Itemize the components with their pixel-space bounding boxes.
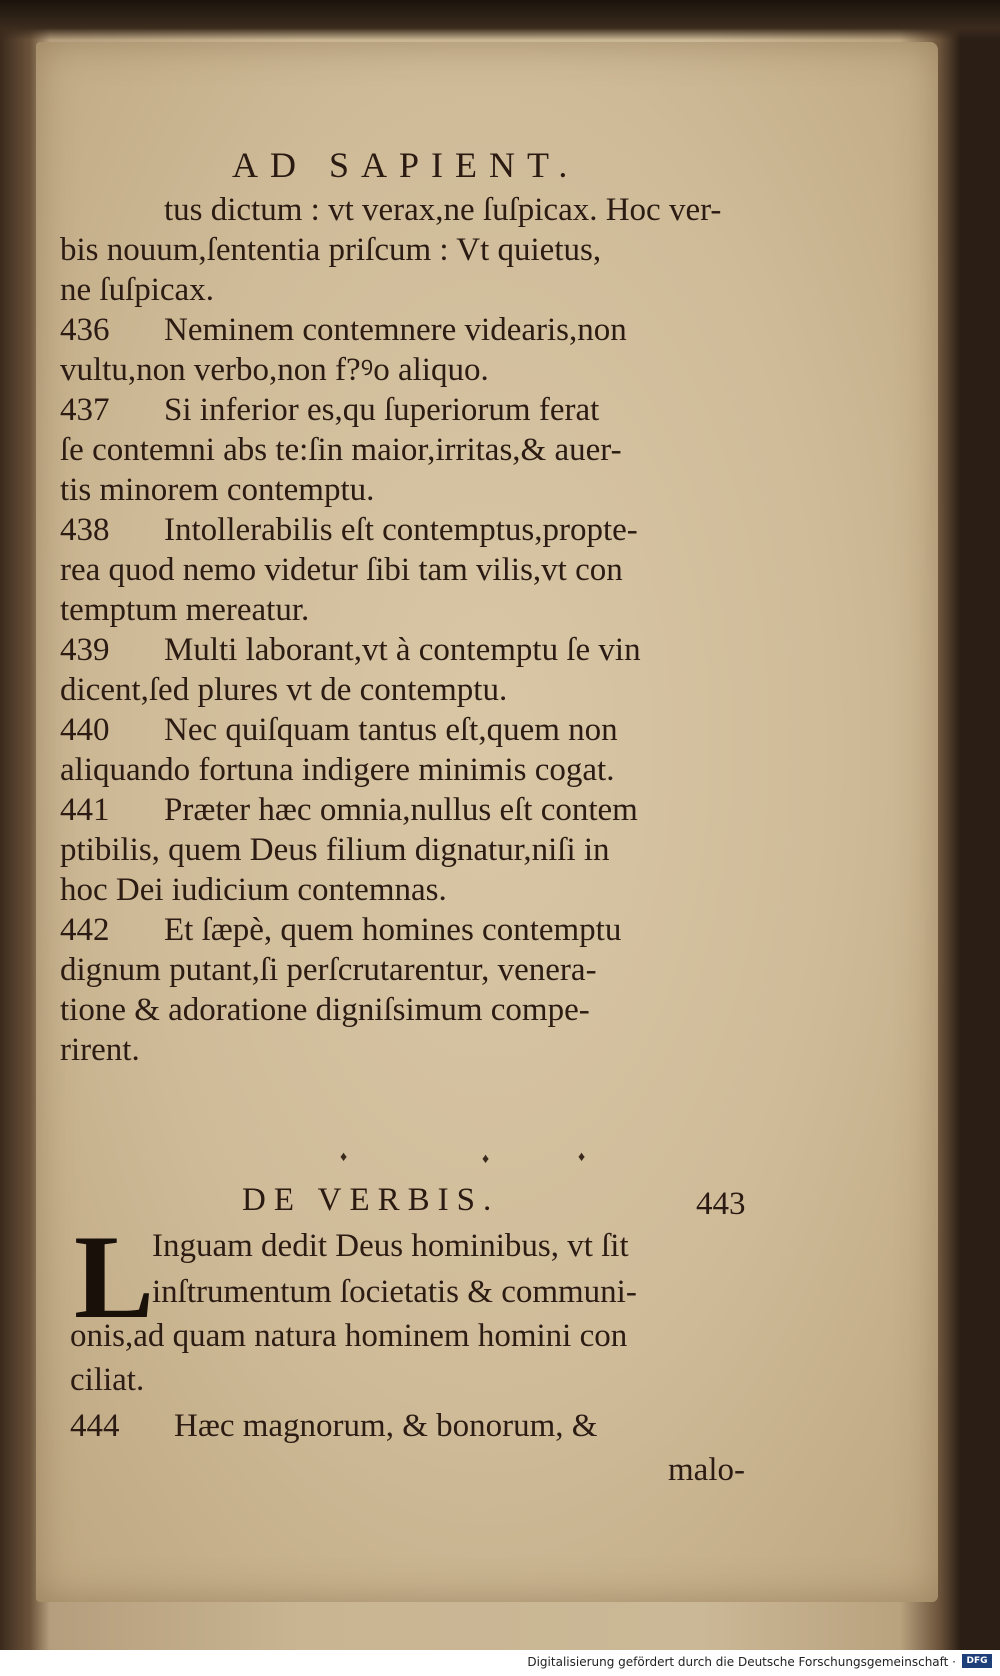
text-line bbox=[60, 630, 641, 670]
text-line bbox=[60, 830, 610, 870]
line-text: rirent. bbox=[60, 1032, 140, 1068]
text-line bbox=[60, 590, 309, 630]
dfg-logo: DFG bbox=[962, 1654, 992, 1668]
text-line bbox=[60, 1030, 140, 1070]
text-line bbox=[60, 950, 597, 990]
text-line bbox=[70, 1406, 597, 1446]
line-text: dicent,ſed plures vt de contemptu. bbox=[60, 672, 508, 708]
line-text: tione & adoratione digniſsimum compe- bbox=[60, 992, 590, 1028]
text-line bbox=[60, 910, 621, 950]
text-line bbox=[60, 550, 623, 590]
text-line bbox=[60, 670, 507, 710]
text-line bbox=[60, 510, 638, 550]
line-text: Et ſæpè, quem homines contemptu bbox=[164, 912, 622, 948]
entry-number: 439 bbox=[60, 632, 110, 668]
entry-number: 444 bbox=[70, 1408, 120, 1444]
footer-credit: Digitalisierung gefördert durch die Deutsche Forschungsgemeinschaft · bbox=[527, 1655, 956, 1669]
entry-number: 441 bbox=[60, 792, 110, 828]
line-text: Neminem contemnere videaris,non bbox=[164, 312, 627, 348]
line-text: Intollerabilis eſt contemptus,propte- bbox=[164, 512, 638, 548]
text-line bbox=[60, 350, 489, 390]
line-text: dignum putant,ſi perſcrutarentur, venera- bbox=[60, 952, 597, 988]
text-line bbox=[60, 230, 601, 270]
line-text: Multi laborant,vt à contemptu ſe vin bbox=[164, 632, 641, 668]
section-line: Inguam dedit Deus hominibus, vt ſit bbox=[152, 1228, 629, 1264]
line-text: temptum mereatur. bbox=[60, 592, 310, 628]
book-edge-top bbox=[0, 0, 1000, 40]
drop-cap: L bbox=[74, 1210, 155, 1343]
line-text: aliquando fortuna indigere minimis cogat. bbox=[60, 752, 615, 788]
line-text: rea quod nemo videtur ſibi tam vilis,vt con bbox=[60, 552, 623, 588]
section-line: ciliat. bbox=[70, 1362, 145, 1398]
text-line bbox=[60, 430, 622, 470]
text-line bbox=[60, 750, 614, 790]
line-text: vultu,non verbo,non f?ꝰo aliquo. bbox=[60, 352, 489, 388]
ornament-mark: ♦ bbox=[578, 1150, 586, 1165]
entry-number: 436 bbox=[60, 312, 110, 348]
entry-number: 440 bbox=[60, 712, 110, 748]
text-line bbox=[60, 390, 599, 430]
text-line bbox=[60, 710, 618, 750]
text-line bbox=[60, 270, 214, 310]
section-number: 443 bbox=[696, 1186, 746, 1222]
text-line bbox=[60, 990, 590, 1030]
entry-number: 437 bbox=[60, 392, 110, 428]
line-text: ne ſuſpicax. bbox=[60, 272, 214, 308]
line-text: Nec quiſquam tantus eſt,quem non bbox=[164, 712, 618, 748]
entry-number: 438 bbox=[60, 512, 110, 548]
line-text: Si inferior es,qu ſuperiorum ferat bbox=[164, 392, 600, 428]
entry-number: 442 bbox=[60, 912, 110, 948]
text-line bbox=[60, 870, 447, 910]
text-line bbox=[60, 470, 374, 510]
section-line: inſtrumentum ſocietatis & communi- bbox=[152, 1274, 637, 1310]
running-head: AD SAPIENT. bbox=[232, 145, 580, 185]
line-text: tis minorem contemptu. bbox=[60, 472, 375, 508]
line-text: hoc Dei iudicium contemnas. bbox=[60, 872, 447, 908]
line-text: tus dictum : vt verax,ne ſuſpicax. Hoc ver- bbox=[164, 192, 722, 228]
line-text: ſe contemni abs te:ſin maior,irritas,& auer- bbox=[60, 432, 622, 468]
line-text: ptibilis, quem Deus filium dignatur,niſi in bbox=[60, 832, 610, 868]
section-title: DE VERBIS. bbox=[242, 1182, 500, 1218]
section-line: onis,ad quam natura hominem homini con bbox=[70, 1318, 628, 1354]
line-text: bis nouum,ſententia priſcum : Vt quietus, bbox=[60, 232, 602, 268]
text-line bbox=[60, 790, 638, 830]
text-line bbox=[60, 190, 721, 230]
line-text: Præter hæc omnia,nullus eſt contem bbox=[164, 792, 638, 828]
catchword: malo- bbox=[668, 1452, 745, 1488]
ornament-mark: ♦ bbox=[340, 1150, 348, 1165]
text-line bbox=[60, 310, 627, 350]
ornament-mark: ♦ bbox=[482, 1152, 490, 1167]
line-text: Hæc magnorum, & bonorum, & bbox=[174, 1408, 598, 1444]
